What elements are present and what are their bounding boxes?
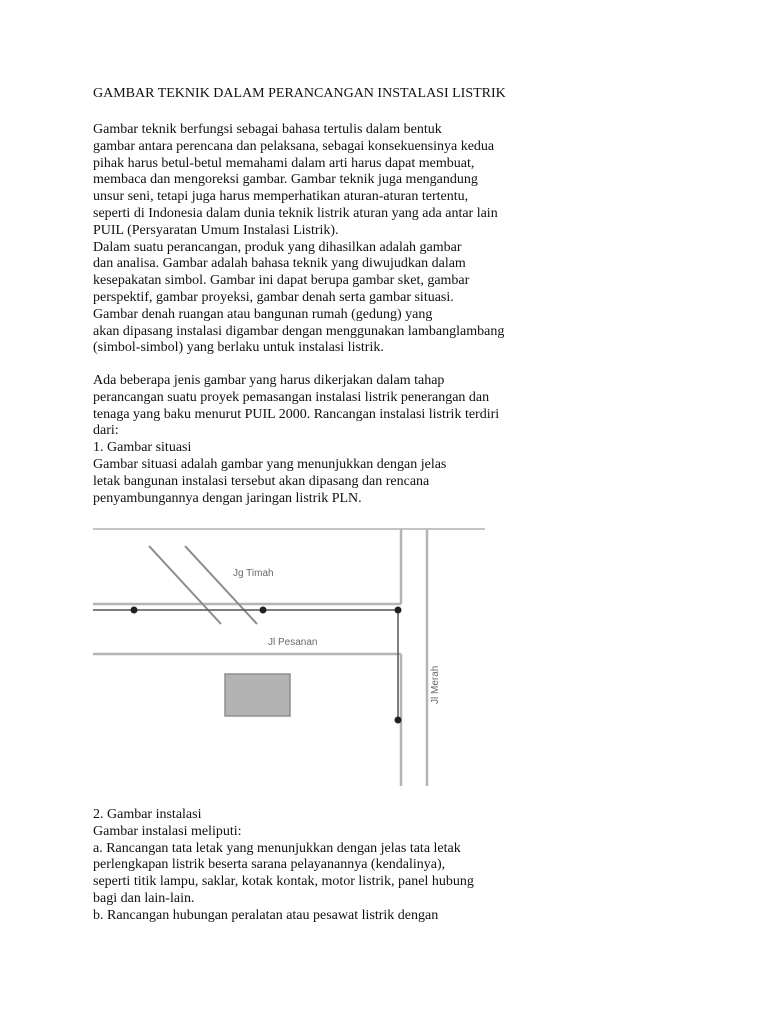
pole-marker <box>395 607 402 614</box>
text-line: Gambar denah ruangan atau bangunan rumah (gedung) yang <box>93 306 433 322</box>
text-line: pihak harus betul-betul memahami dalam arti harus dapat membuat, <box>93 155 475 171</box>
text-line: PUIL (Persyaratan Umum Instalasi Listrik). <box>93 222 339 238</box>
building-block <box>225 674 290 716</box>
text-line: perancangan suatu proyek pemasangan instalasi listrik penerangan dan <box>93 389 490 405</box>
list-heading-2: 2. Gambar instalasi <box>93 807 202 822</box>
text-line: a. Rancangan tata letak yang menunjukkan dengan jelas tata letak <box>93 840 461 856</box>
text-line: seperti titik lampu, saklar, kotak kontak, motor listrik, panel hubung <box>93 874 474 890</box>
text-line: kesepakatan simbol. Gambar ini dapat berupa gambar sket, gambar <box>93 273 470 289</box>
text-line: (simbol-simbol) yang berlaku untuk instalasi listrik. <box>93 340 384 356</box>
text-line: Ada beberapa jenis gambar yang harus dikerjakan dalam tahap <box>93 373 445 388</box>
street-label-2: Jl Pesanan <box>268 637 318 648</box>
situation-drawing-svg <box>93 524 485 792</box>
street-label-3: Jl Merah <box>430 665 441 704</box>
paragraph-installation <box>93 807 573 925</box>
text-line: penyambungannya dengan jaringan listrik PLN. <box>93 490 362 506</box>
text-line: Dalam suatu perancangan, produk yang dihasilkan adalah gambar <box>93 239 462 255</box>
text-line: membaca dan mengoreksi gambar. Gambar teknik juga mengandung <box>93 172 478 188</box>
pole-marker <box>395 717 402 724</box>
document-title <box>93 86 573 103</box>
text-line: dan analisa. Gambar adalah bahasa teknik yang diwujudkan dalam <box>93 256 466 272</box>
text-line: perlengkapan listrik beserta sarana pelayanannya (kendalinya), <box>93 857 446 873</box>
list-heading-1: 1. Gambar situasi <box>93 440 192 456</box>
text-line: Gambar situasi adalah gambar yang menunjukkan dengan jelas <box>93 456 447 472</box>
paragraph-intro <box>93 122 573 357</box>
text-line: seperti di Indonesia dalam dunia teknik listrik aturan yang ada antar lain <box>93 205 498 221</box>
text-line: unsur seni, tetapi juga harus memperhatikan aturan-aturan tertentu, <box>93 189 469 205</box>
situation-drawing <box>93 524 485 792</box>
pole-marker <box>131 607 138 614</box>
text-line: gambar antara perencana dan pelaksana, sebagai konsekuensinya kedua <box>93 138 495 154</box>
text-line: akan dipasang instalasi digambar dengan menggunakan lambanglambang <box>93 323 505 339</box>
text-line: Gambar instalasi meliputi: <box>93 823 242 839</box>
text-line: tenaga yang baku menurut PUIL 2000. Rancangan instalasi listrik terdiri <box>93 406 500 422</box>
street-label-1: Jg Timah <box>233 568 274 579</box>
paragraph-drawing-types <box>93 373 573 507</box>
pole-marker <box>260 607 267 614</box>
title-text: GAMBAR TEKNIK DALAM PERANCANGAN INSTALASI LISTRIK <box>93 86 506 101</box>
text-line: dari: <box>93 423 119 439</box>
text-line: Gambar teknik berfungsi sebagai bahasa tertulis dalam bentuk <box>93 122 442 137</box>
text-line: letak bangunan instalasi tersebut akan dipasang dan rencana <box>93 473 430 489</box>
text-line: bagi dan lain-lain. <box>93 890 195 906</box>
text-line: perspektif, gambar proyeksi, gambar denah serta gambar situasi. <box>93 289 454 305</box>
text-line: b. Rancangan hubungan peralatan atau pesawat listrik dengan <box>93 907 439 923</box>
